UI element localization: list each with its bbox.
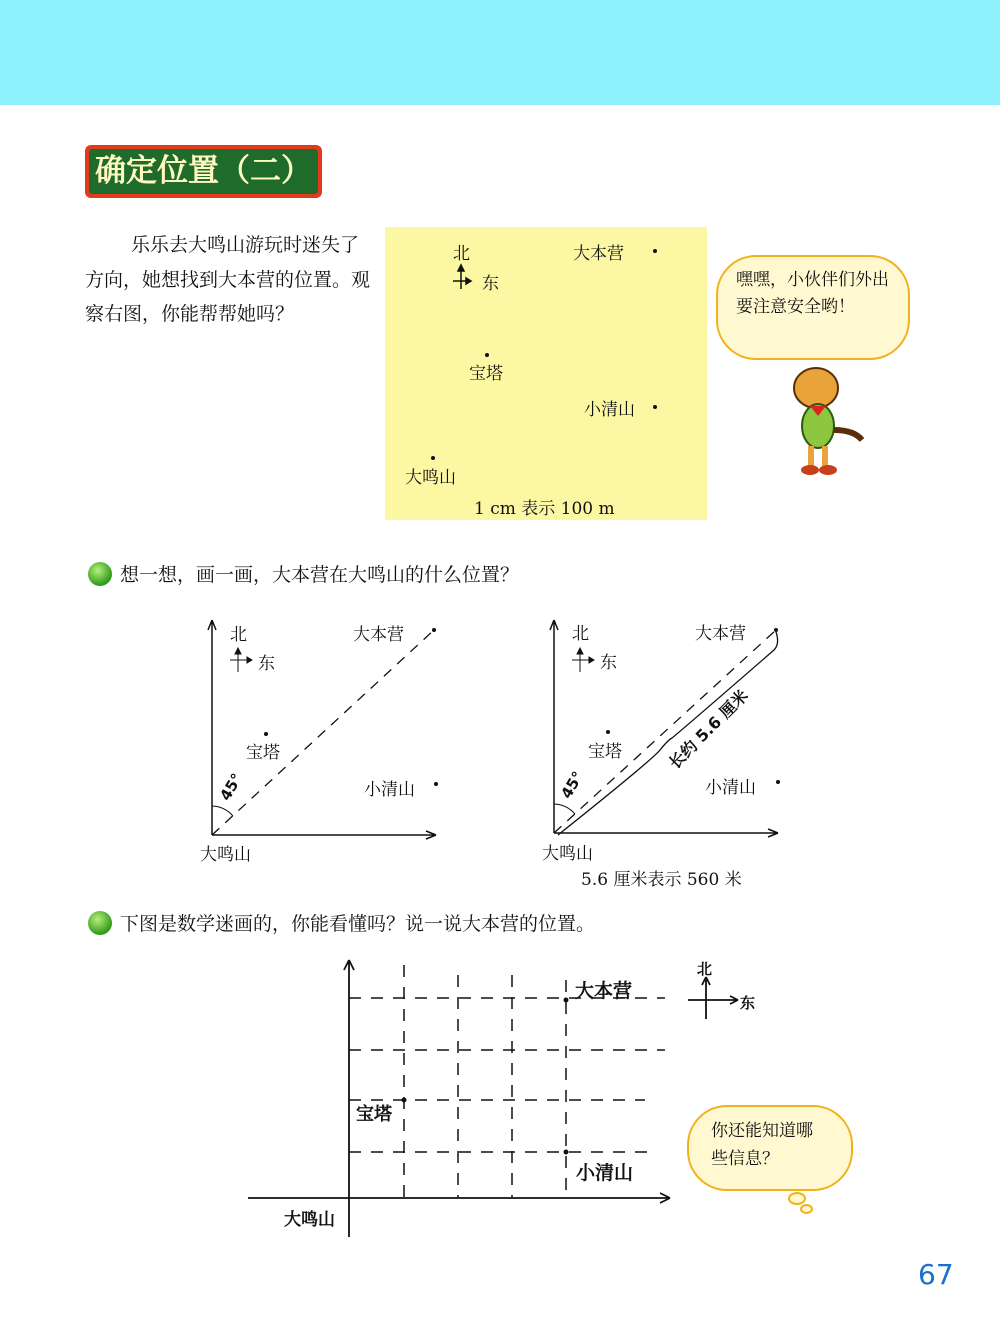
question-1 xyxy=(88,560,519,587)
question-2-text: 下图是数学迷画的，你能看懂吗？说一说大本营的位置。 xyxy=(120,913,596,935)
pagoda-dot xyxy=(485,353,489,357)
dog-mascot-icon xyxy=(788,360,868,480)
left-pagoda: 宝塔 xyxy=(246,743,280,763)
sketch-east: 东 xyxy=(740,994,756,1012)
daming-label: 大鸣山 xyxy=(405,468,456,488)
camp-dot xyxy=(653,249,657,253)
compass-icon xyxy=(451,263,475,291)
north-label: 北 xyxy=(453,244,470,264)
thought-dot xyxy=(800,1204,813,1214)
green-ball-icon xyxy=(88,562,112,586)
yellow-map xyxy=(385,227,707,520)
green-ball-icon xyxy=(88,911,112,935)
pagoda-label: 宝塔 xyxy=(469,364,503,384)
right-east: 东 xyxy=(600,653,617,673)
left-angle: 45° xyxy=(216,770,247,804)
xiaoqing-label: 小清山 xyxy=(584,400,635,420)
sketch-north: 北 xyxy=(697,960,713,978)
sketch-pagoda: 宝塔 xyxy=(356,1104,392,1125)
right-camp: 大本营 xyxy=(695,624,746,644)
question-2 xyxy=(88,909,595,936)
header-band xyxy=(0,0,1000,105)
right-xiaoqing: 小清山 xyxy=(705,778,756,798)
hand-drawn-grid xyxy=(240,955,770,1245)
left-daming: 大鸣山 xyxy=(200,845,251,865)
right-angle: 45° xyxy=(557,768,588,802)
east-label: 东 xyxy=(482,274,499,294)
lesson-title-banner xyxy=(85,145,322,198)
question-1-text: 想一想，画一画，大本营在大鸣山的什么位置？ xyxy=(120,564,520,586)
camp-label: 大本营 xyxy=(573,244,624,264)
right-length-note: 长约 5.6 厘米 xyxy=(665,685,752,773)
left-east: 东 xyxy=(258,654,275,674)
sketch-camp: 大本营 xyxy=(575,980,633,1002)
left-camp: 大本营 xyxy=(353,625,404,645)
page-number: 67 xyxy=(918,1258,954,1291)
sketch-daming: 大鸣山 xyxy=(284,1210,335,1230)
left-xiaoqing: 小清山 xyxy=(364,780,415,800)
thought-dot xyxy=(788,1192,806,1205)
thought-bubble xyxy=(687,1105,853,1191)
intro-paragraph: 乐乐去大鸣山游玩时迷失了方向，她想找到大本营的位置。观察右图，你能帮帮她吗？ xyxy=(85,234,371,325)
diagram-left xyxy=(190,610,450,850)
right-north: 北 xyxy=(572,624,589,644)
intro-text xyxy=(85,228,370,332)
diagram-right xyxy=(532,610,792,850)
right-daming: 大鸣山 xyxy=(542,844,593,864)
daming-dot xyxy=(431,456,435,460)
sketch-xiaoqing: 小清山 xyxy=(576,1162,634,1184)
lesson-title: 确定位置（二） xyxy=(89,149,318,194)
xiaoqing-dot xyxy=(653,405,657,409)
scale-label: 1 cm 表示 100 m xyxy=(474,499,615,519)
speech-bubble-safety xyxy=(716,255,910,360)
left-north: 北 xyxy=(230,625,247,645)
bubble2-text: 你还能知道哪些信息？ xyxy=(711,1121,813,1169)
bubble-text: 嘿嘿，小伙伴们外出要注意安全哟！ xyxy=(736,270,889,317)
right-caption: 5.6 厘米表示 560 米 xyxy=(581,870,742,890)
right-pagoda: 宝塔 xyxy=(588,742,622,762)
